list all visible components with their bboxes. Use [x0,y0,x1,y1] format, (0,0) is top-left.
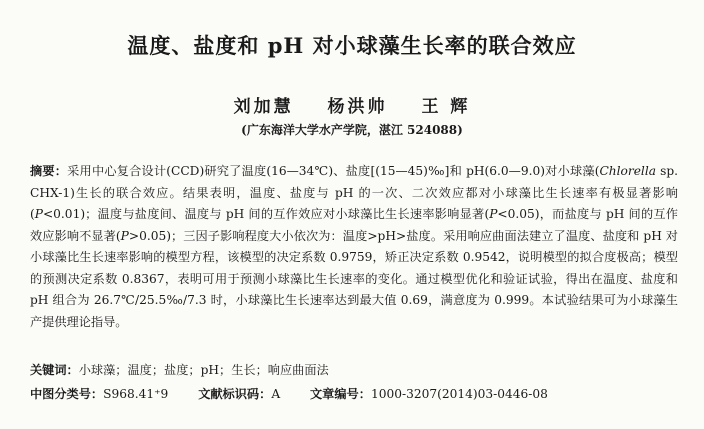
clc-label: 中图分类号： [30,387,104,401]
abstract-label: 摘要： [30,164,68,178]
author-3: 王 辉 [421,97,471,117]
article-number-value: 1000-3207(2014)03-0446-08 [370,387,548,401]
abstract-text-2: sp. CHX-1)生长的联合效应。结果表明，温度、盐度与 pH 的一次、二次效应都对小球藻比生长速率有极显著影响( [30,164,679,221]
doc-code-value: A [271,387,281,401]
p-symbol: P [489,207,498,221]
species-name: Chlorella [599,164,656,178]
author-1: 刘加慧 [233,97,294,117]
paper-title: 温度、盐度和 pH 对小球藻生长率的联合效应 [127,33,577,58]
abstract-text-4: <0.05)，而盐度与 pH 间的互作效应影响不显著( [30,207,678,243]
affiliation: (广东海洋大学水产学院，湛江 524088) [241,123,463,137]
author-list [0,92,704,117]
abstract-text-5: >0.05)；三因子影响程度大小依次为：温度>pH>盐度。采用响应曲面法建立了温度、盐度和 pH 对小球藻比生长速率影响的模型方程，该模型的决定系数 0.9759，矫正决定系数 0.9542，说明模型的拟合度极高；模型的预测决定系数 0.8367，表明可用于预测小球藻比生长速率的变化。通过模型优化和验证试验，得出在温度、盐度和 pH 组合为 26.7℃/25.5‰/7.3 时，小球藻比生长速率达到最大值 0.69，满意度为 0.999。本试验结果可为小球藻生产提供理论指导。 [30,228,678,329]
abstract-text-1: 采用中心复合设计(CCD)研究了温度(16—34℃)、盐度[(15—45)‰]和 pH(6.0—9.0)对小球藻( [67,164,600,178]
p-symbol: P [120,228,129,243]
p-symbol: P [34,207,43,221]
abstract-text-3: <0.01)；温度与盐度间、温度与 pH 间的互作效应对小球藻比生长速率影响显著( [42,207,490,221]
author-2: 杨洪帅 [327,97,388,117]
clc-value: S968.41⁺9 [103,387,169,401]
keywords-text: 小球藻；温度；盐度；pH；生长；响应曲面法 [78,363,329,377]
keywords-label: 关键词： [30,363,79,377]
doc-code-label: 文献标识码： [198,387,272,401]
article-number-label: 文章编号： [310,387,371,401]
abstract [30,161,678,333]
keywords [30,361,678,378]
classification-line [30,385,678,402]
